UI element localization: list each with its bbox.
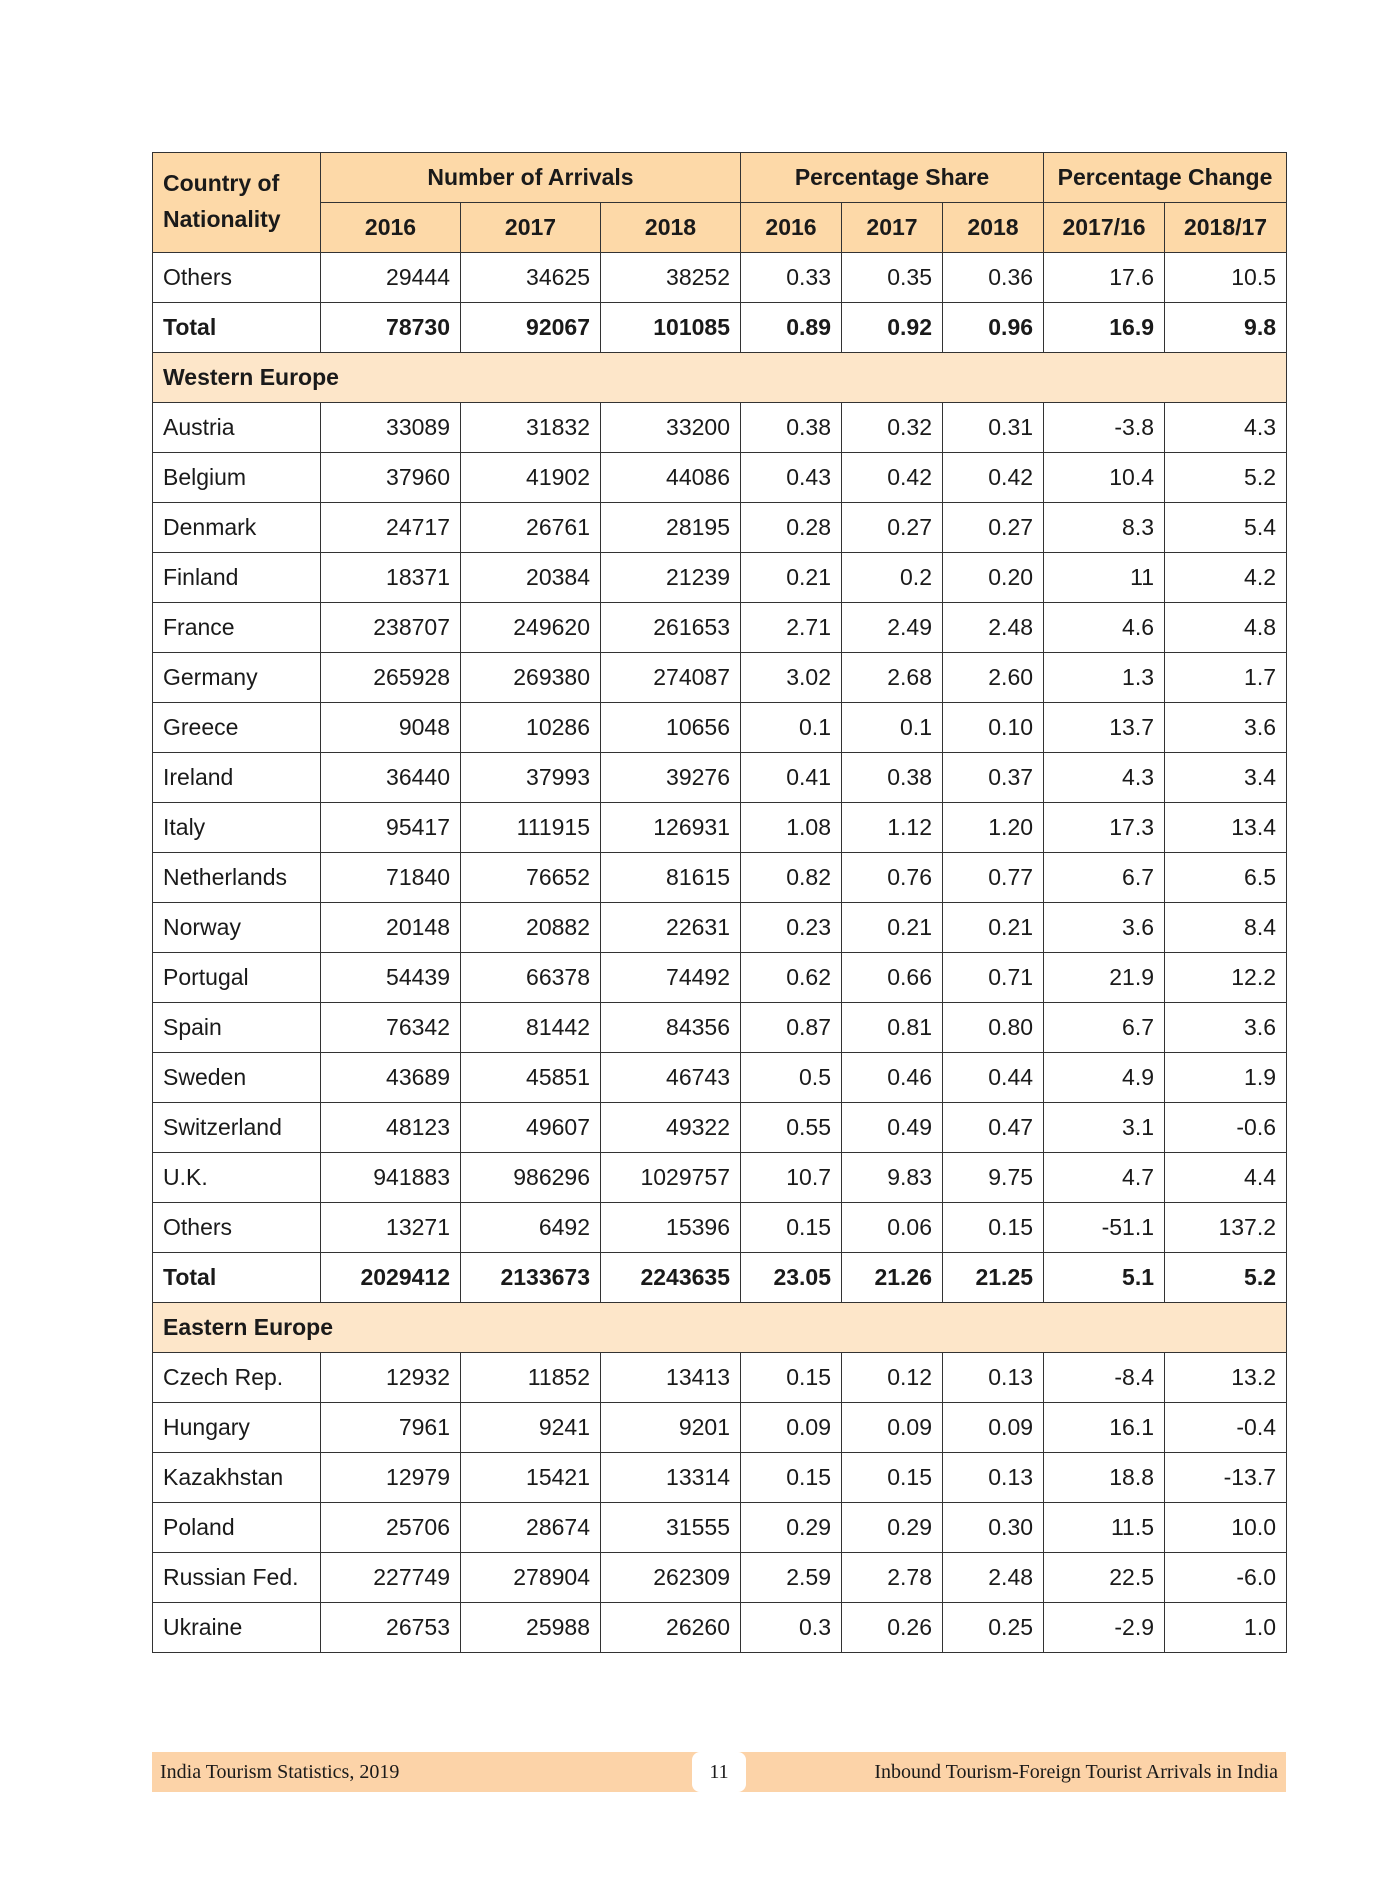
value-cell: 0.62: [741, 953, 842, 1003]
value-cell: 13314: [601, 1453, 741, 1503]
value-cell: 4.4: [1165, 1153, 1287, 1203]
country-cell: Czech Rep.: [153, 1353, 321, 1403]
table-row: [153, 653, 1287, 703]
value-cell: 0.09: [741, 1403, 842, 1453]
country-cell: Russian Fed.: [153, 1553, 321, 1603]
table-row: [153, 803, 1287, 853]
value-cell: 81442: [461, 1003, 601, 1053]
value-cell: 0.3: [741, 1603, 842, 1653]
value-cell: 8.3: [1044, 503, 1165, 553]
value-cell: 5.2: [1165, 453, 1287, 503]
value-cell: 8.4: [1165, 903, 1287, 953]
value-cell: 4.2: [1165, 553, 1287, 603]
value-cell: 0.10: [943, 703, 1044, 753]
value-cell: 4.9: [1044, 1053, 1165, 1103]
value-cell: 13.7: [1044, 703, 1165, 753]
country-cell: Spain: [153, 1003, 321, 1053]
footer-chapter-title: Inbound Tourism-Foreign Tourist Arrivals in India: [874, 1761, 1278, 1783]
country-cell: Kazakhstan: [153, 1453, 321, 1503]
value-cell: 48123: [321, 1103, 461, 1153]
value-cell: 74492: [601, 953, 741, 1003]
year-header: 2018: [943, 203, 1044, 253]
value-cell: 0.38: [842, 753, 943, 803]
value-cell: 0.26: [842, 1603, 943, 1653]
change-group-header: Percentage Change: [1044, 153, 1287, 203]
value-cell: 9201: [601, 1403, 741, 1453]
country-cell: Italy: [153, 803, 321, 853]
value-cell: 0.30: [943, 1503, 1044, 1553]
value-cell: 20882: [461, 903, 601, 953]
value-cell: 0.15: [842, 1453, 943, 1503]
country-cell: Poland: [153, 1503, 321, 1553]
value-cell: 28195: [601, 503, 741, 553]
value-cell: 11: [1044, 553, 1165, 603]
value-cell: 0.55: [741, 1103, 842, 1153]
value-cell: 227749: [321, 1553, 461, 1603]
value-cell: 4.7: [1044, 1153, 1165, 1203]
value-cell: 0.31: [943, 403, 1044, 453]
value-cell: 9241: [461, 1403, 601, 1453]
value-cell: 10.0: [1165, 1503, 1287, 1553]
footer-publication-title: India Tourism Statistics, 2019: [160, 1761, 400, 1783]
value-cell: 3.1: [1044, 1103, 1165, 1153]
value-cell: 265928: [321, 653, 461, 703]
value-cell: 33089: [321, 403, 461, 453]
table-row: [153, 1503, 1287, 1553]
table-row: [153, 753, 1287, 803]
value-cell: 0.35: [842, 253, 943, 303]
arrivals-table: [152, 152, 1287, 1653]
table-row: [153, 1403, 1287, 1453]
table-row: [153, 853, 1287, 903]
country-cell: Denmark: [153, 503, 321, 553]
value-cell: 126931: [601, 803, 741, 853]
value-cell: 15421: [461, 1453, 601, 1503]
value-cell: 261653: [601, 603, 741, 653]
value-cell: 0.27: [943, 503, 1044, 553]
value-cell: 1.20: [943, 803, 1044, 853]
value-cell: 3.6: [1165, 703, 1287, 753]
value-cell: 31555: [601, 1503, 741, 1553]
table-row: [153, 1153, 1287, 1203]
value-cell: -0.4: [1165, 1403, 1287, 1453]
value-cell: 33200: [601, 403, 741, 453]
table-row: [153, 1103, 1287, 1153]
value-cell: 0.21: [741, 553, 842, 603]
value-cell: 9.83: [842, 1153, 943, 1203]
value-cell: 12.2: [1165, 953, 1287, 1003]
table-row: [153, 503, 1287, 553]
section-label: Western Europe: [153, 353, 1287, 403]
table-row: [153, 1453, 1287, 1503]
value-cell: 2.68: [842, 653, 943, 703]
value-cell: 249620: [461, 603, 601, 653]
value-cell: 0.21: [842, 903, 943, 953]
value-cell: 11.5: [1044, 1503, 1165, 1553]
value-cell: 1.9: [1165, 1053, 1287, 1103]
value-cell: 81615: [601, 853, 741, 903]
table-row: [153, 1053, 1287, 1103]
value-cell: 2.59: [741, 1553, 842, 1603]
value-cell: 1.12: [842, 803, 943, 853]
value-cell: 5.1: [1044, 1253, 1165, 1303]
country-cell: Sweden: [153, 1053, 321, 1103]
value-cell: 238707: [321, 603, 461, 653]
country-cell: Total: [153, 303, 321, 353]
total-row: [153, 303, 1287, 353]
value-cell: 29444: [321, 253, 461, 303]
value-cell: 0.2: [842, 553, 943, 603]
value-cell: 278904: [461, 1553, 601, 1603]
value-cell: 6.7: [1044, 1003, 1165, 1053]
table-row: [153, 253, 1287, 303]
value-cell: 0.47: [943, 1103, 1044, 1153]
share-group-header: Percentage Share: [741, 153, 1044, 203]
country-cell: Netherlands: [153, 853, 321, 903]
country-cell: Greece: [153, 703, 321, 753]
country-cell: Austria: [153, 403, 321, 453]
value-cell: 0.43: [741, 453, 842, 503]
value-cell: 1.7: [1165, 653, 1287, 703]
value-cell: 11852: [461, 1353, 601, 1403]
value-cell: 23.05: [741, 1253, 842, 1303]
value-cell: 10.4: [1044, 453, 1165, 503]
value-cell: 7961: [321, 1403, 461, 1453]
value-cell: 5.2: [1165, 1253, 1287, 1303]
country-cell: U.K.: [153, 1153, 321, 1203]
value-cell: 0.29: [741, 1503, 842, 1553]
page-number: 11: [692, 1752, 746, 1792]
value-cell: 0.49: [842, 1103, 943, 1153]
value-cell: 28674: [461, 1503, 601, 1553]
value-cell: 3.6: [1044, 903, 1165, 953]
country-cell: Others: [153, 1203, 321, 1253]
value-cell: 0.36: [943, 253, 1044, 303]
value-cell: -0.6: [1165, 1103, 1287, 1153]
value-cell: 6.7: [1044, 853, 1165, 903]
value-cell: 0.09: [943, 1403, 1044, 1453]
value-cell: 4.3: [1044, 753, 1165, 803]
value-cell: 2.60: [943, 653, 1044, 703]
year-header: 2017: [461, 203, 601, 253]
value-cell: 0.89: [741, 303, 842, 353]
value-cell: 92067: [461, 303, 601, 353]
country-cell: Norway: [153, 903, 321, 953]
section-label: Eastern Europe: [153, 1303, 1287, 1353]
value-cell: 95417: [321, 803, 461, 853]
value-cell: 13271: [321, 1203, 461, 1253]
value-cell: 6492: [461, 1203, 601, 1253]
value-cell: 2243635: [601, 1253, 741, 1303]
value-cell: 0.76: [842, 853, 943, 903]
value-cell: 26761: [461, 503, 601, 553]
value-cell: 10.5: [1165, 253, 1287, 303]
value-cell: 0.46: [842, 1053, 943, 1103]
value-cell: 274087: [601, 653, 741, 703]
value-cell: 3.4: [1165, 753, 1287, 803]
value-cell: 0.80: [943, 1003, 1044, 1053]
table-row: [153, 453, 1287, 503]
value-cell: 84356: [601, 1003, 741, 1053]
value-cell: 4.6: [1044, 603, 1165, 653]
value-cell: 25988: [461, 1603, 601, 1653]
value-cell: 38252: [601, 253, 741, 303]
value-cell: 1.3: [1044, 653, 1165, 703]
value-cell: 13.4: [1165, 803, 1287, 853]
value-cell: 0.37: [943, 753, 1044, 803]
year-header: 2017: [842, 203, 943, 253]
value-cell: 31832: [461, 403, 601, 453]
value-cell: 20148: [321, 903, 461, 953]
country-cell: Others: [153, 253, 321, 303]
value-cell: 46743: [601, 1053, 741, 1103]
value-cell: 0.1: [842, 703, 943, 753]
period-header: 2017/16: [1044, 203, 1165, 253]
value-cell: 26260: [601, 1603, 741, 1653]
country-cell: Finland: [153, 553, 321, 603]
value-cell: 4.8: [1165, 603, 1287, 653]
value-cell: -51.1: [1044, 1203, 1165, 1253]
value-cell: 111915: [461, 803, 601, 853]
table-row: [153, 1603, 1287, 1653]
section-row: [153, 1303, 1287, 1353]
table-row: [153, 1203, 1287, 1253]
country-cell: Switzerland: [153, 1103, 321, 1153]
value-cell: 44086: [601, 453, 741, 503]
value-cell: 0.09: [842, 1403, 943, 1453]
country-cell: Total: [153, 1253, 321, 1303]
value-cell: 137.2: [1165, 1203, 1287, 1253]
value-cell: 0.77: [943, 853, 1044, 903]
value-cell: -2.9: [1044, 1603, 1165, 1653]
value-cell: 1.0: [1165, 1603, 1287, 1653]
value-cell: 0.06: [842, 1203, 943, 1253]
value-cell: 37993: [461, 753, 601, 803]
value-cell: 18.8: [1044, 1453, 1165, 1503]
period-header: 2018/17: [1165, 203, 1287, 253]
value-cell: 66378: [461, 953, 601, 1003]
value-cell: 0.12: [842, 1353, 943, 1403]
value-cell: 13413: [601, 1353, 741, 1403]
value-cell: 269380: [461, 653, 601, 703]
value-cell: 36440: [321, 753, 461, 803]
value-cell: 0.92: [842, 303, 943, 353]
value-cell: 10286: [461, 703, 601, 753]
value-cell: 21239: [601, 553, 741, 603]
value-cell: 5.4: [1165, 503, 1287, 553]
value-cell: 34625: [461, 253, 601, 303]
value-cell: 2.71: [741, 603, 842, 653]
value-cell: 0.15: [741, 1453, 842, 1503]
value-cell: 49607: [461, 1103, 601, 1153]
year-header: 2018: [601, 203, 741, 253]
value-cell: 9.75: [943, 1153, 1044, 1203]
table-body: [153, 253, 1287, 1653]
value-cell: 54439: [321, 953, 461, 1003]
year-header: 2016: [321, 203, 461, 253]
value-cell: 2029412: [321, 1253, 461, 1303]
table-row: [153, 1553, 1287, 1603]
value-cell: 41902: [461, 453, 601, 503]
value-cell: 0.82: [741, 853, 842, 903]
value-cell: 39276: [601, 753, 741, 803]
country-header: Country of Nationality: [153, 153, 321, 253]
value-cell: 2133673: [461, 1253, 601, 1303]
country-cell: Belgium: [153, 453, 321, 503]
value-cell: 12979: [321, 1453, 461, 1503]
value-cell: 13.2: [1165, 1353, 1287, 1403]
value-cell: 10.7: [741, 1153, 842, 1203]
country-cell: France: [153, 603, 321, 653]
value-cell: 941883: [321, 1153, 461, 1203]
value-cell: 9048: [321, 703, 461, 753]
value-cell: 0.13: [943, 1453, 1044, 1503]
value-cell: 0.87: [741, 1003, 842, 1053]
value-cell: 0.41: [741, 753, 842, 803]
value-cell: 24717: [321, 503, 461, 553]
value-cell: 76652: [461, 853, 601, 903]
value-cell: 0.13: [943, 1353, 1044, 1403]
value-cell: 43689: [321, 1053, 461, 1103]
value-cell: 0.25: [943, 1603, 1044, 1653]
value-cell: 0.15: [741, 1353, 842, 1403]
value-cell: 25706: [321, 1503, 461, 1553]
arrivals-group-header: Number of Arrivals: [321, 153, 741, 203]
table-row: [153, 403, 1287, 453]
value-cell: 262309: [601, 1553, 741, 1603]
value-cell: 21.25: [943, 1253, 1044, 1303]
value-cell: 0.71: [943, 953, 1044, 1003]
value-cell: 2.78: [842, 1553, 943, 1603]
value-cell: 0.28: [741, 503, 842, 553]
value-cell: 78730: [321, 303, 461, 353]
value-cell: 26753: [321, 1603, 461, 1653]
value-cell: 2.49: [842, 603, 943, 653]
table-row: [153, 1003, 1287, 1053]
value-cell: 37960: [321, 453, 461, 503]
value-cell: 0.15: [741, 1203, 842, 1253]
value-cell: 0.96: [943, 303, 1044, 353]
value-cell: 45851: [461, 1053, 601, 1103]
table-row: [153, 1353, 1287, 1403]
total-row: [153, 1253, 1287, 1303]
value-cell: 16.9: [1044, 303, 1165, 353]
value-cell: 10656: [601, 703, 741, 753]
value-cell: 0.38: [741, 403, 842, 453]
value-cell: 0.42: [842, 453, 943, 503]
value-cell: 0.27: [842, 503, 943, 553]
value-cell: 15396: [601, 1203, 741, 1253]
value-cell: 3.6: [1165, 1003, 1287, 1053]
value-cell: 17.3: [1044, 803, 1165, 853]
value-cell: 101085: [601, 303, 741, 353]
value-cell: 1029757: [601, 1153, 741, 1203]
value-cell: 0.1: [741, 703, 842, 753]
value-cell: 6.5: [1165, 853, 1287, 903]
value-cell: 4.3: [1165, 403, 1287, 453]
arrivals-table-container: [152, 152, 1286, 1653]
value-cell: 0.32: [842, 403, 943, 453]
value-cell: 1.08: [741, 803, 842, 853]
value-cell: 12932: [321, 1353, 461, 1403]
value-cell: -13.7: [1165, 1453, 1287, 1503]
value-cell: 0.42: [943, 453, 1044, 503]
value-cell: 22631: [601, 903, 741, 953]
value-cell: 9.8: [1165, 303, 1287, 353]
value-cell: 0.29: [842, 1503, 943, 1553]
country-cell: Portugal: [153, 953, 321, 1003]
page-footer: [152, 1752, 1286, 1792]
value-cell: 76342: [321, 1003, 461, 1053]
table-row: [153, 903, 1287, 953]
section-row: [153, 353, 1287, 403]
value-cell: 21.9: [1044, 953, 1165, 1003]
value-cell: 21.26: [842, 1253, 943, 1303]
value-cell: 22.5: [1044, 1553, 1165, 1603]
value-cell: 49322: [601, 1103, 741, 1153]
table-row: [153, 953, 1287, 1003]
country-cell: Germany: [153, 653, 321, 703]
value-cell: 3.02: [741, 653, 842, 703]
value-cell: 0.20: [943, 553, 1044, 603]
value-cell: 18371: [321, 553, 461, 603]
value-cell: 0.66: [842, 953, 943, 1003]
value-cell: 71840: [321, 853, 461, 903]
value-cell: 16.1: [1044, 1403, 1165, 1453]
value-cell: 20384: [461, 553, 601, 603]
value-cell: -6.0: [1165, 1553, 1287, 1603]
value-cell: -8.4: [1044, 1353, 1165, 1403]
value-cell: 0.81: [842, 1003, 943, 1053]
value-cell: 2.48: [943, 1553, 1044, 1603]
table-row: [153, 603, 1287, 653]
country-cell: Hungary: [153, 1403, 321, 1453]
value-cell: 0.23: [741, 903, 842, 953]
value-cell: 0.21: [943, 903, 1044, 953]
table-header: [153, 153, 1287, 253]
value-cell: 0.44: [943, 1053, 1044, 1103]
value-cell: 0.5: [741, 1053, 842, 1103]
value-cell: 2.48: [943, 603, 1044, 653]
country-cell: Ireland: [153, 753, 321, 803]
table-row: [153, 553, 1287, 603]
value-cell: 0.33: [741, 253, 842, 303]
value-cell: 0.15: [943, 1203, 1044, 1253]
value-cell: -3.8: [1044, 403, 1165, 453]
country-cell: Ukraine: [153, 1603, 321, 1653]
table-row: [153, 703, 1287, 753]
value-cell: 986296: [461, 1153, 601, 1203]
year-header: 2016: [741, 203, 842, 253]
value-cell: 17.6: [1044, 253, 1165, 303]
